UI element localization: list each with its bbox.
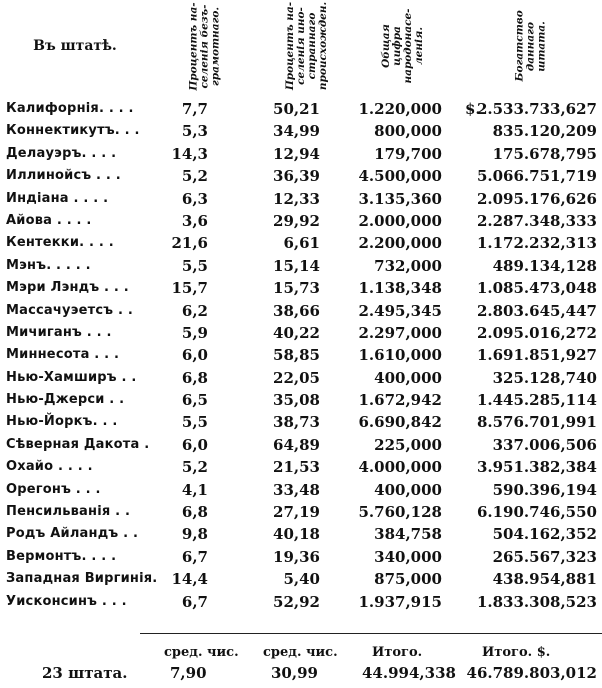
- cell-state: Индіана . . . .: [6, 190, 109, 206]
- table-row: [0, 255, 602, 277]
- cell-wealth: 1.445.285,114: [476, 391, 597, 410]
- cell-population: 1.937,915: [358, 592, 442, 611]
- header-state-label: Въ штатѣ.: [33, 38, 117, 54]
- cell-illiterate: 21,6: [171, 234, 208, 253]
- cell-wealth: 2.287.348,333: [476, 211, 597, 230]
- cell-foreign: 36,39: [273, 167, 320, 186]
- cell-wealth: 438.954,881: [492, 570, 597, 589]
- footer-labels-row: [0, 643, 602, 663]
- cell-illiterate: 5,9: [181, 323, 208, 342]
- cell-state: Нью-Джерси . .: [6, 392, 125, 408]
- cell-illiterate: 7,7: [181, 100, 208, 118]
- cell-foreign: 6,61: [283, 234, 320, 253]
- cell-wealth: 325.128,740: [492, 368, 597, 387]
- footer-total-label-population: Итого.: [372, 645, 423, 660]
- table-row: [0, 456, 602, 478]
- cell-population: 340,000: [374, 547, 442, 566]
- cell-foreign: 27,19: [273, 503, 320, 522]
- cell-illiterate: 5,5: [181, 256, 208, 275]
- footer-total-label-wealth: Итого. $.: [482, 645, 551, 660]
- cell-illiterate: 6,5: [181, 391, 208, 410]
- cell-illiterate: 9,8: [181, 525, 208, 544]
- cell-foreign: 50,21: [273, 100, 320, 118]
- cell-foreign: 5,40: [283, 570, 320, 589]
- cell-state: Иллинойсъ . . .: [6, 168, 121, 184]
- table-body: [0, 98, 602, 613]
- cell-foreign: 12,94: [273, 144, 320, 163]
- cell-state: Орегонъ . . .: [6, 481, 101, 497]
- header-foreign: [262, 0, 352, 92]
- cell-population: 4.500,000: [358, 167, 442, 186]
- table-row: [0, 188, 602, 210]
- cell-state: Нью-Хамширъ . .: [6, 369, 137, 385]
- header-illiterate-label: Процентъ на- селенія безъ- грамотнаго.: [187, 1, 222, 91]
- header-illiterate: [155, 0, 255, 92]
- cell-wealth: 2.095.176,626: [476, 189, 597, 208]
- table-row: [0, 143, 602, 165]
- footer-total-wealth: 46.789.803,012: [466, 664, 597, 682]
- cell-wealth: 8.576.701,991: [476, 413, 597, 432]
- cell-wealth: 590.396,194: [492, 480, 597, 499]
- cell-wealth: 175.678,795: [492, 144, 597, 163]
- cell-foreign: 19,36: [273, 547, 320, 566]
- footer-avg-illiterate: 7,90: [170, 664, 207, 682]
- cell-population: 1.672,942: [358, 391, 442, 410]
- cell-population: 384,758: [374, 525, 442, 544]
- footer-values-row: [0, 662, 602, 684]
- cell-foreign: 12,33: [273, 189, 320, 208]
- cell-population: 875,000: [374, 570, 442, 589]
- footer-avg-foreign: 30,99: [271, 664, 318, 682]
- cell-state: Западная Виргинія.: [6, 571, 158, 587]
- table-row: [0, 501, 602, 523]
- cell-state: Пенсильванія . .: [6, 504, 131, 520]
- table-row: [0, 232, 602, 254]
- cell-population: 179,700: [374, 144, 442, 163]
- cell-illiterate: 14,4: [171, 570, 208, 589]
- cell-state: Мэнъ. . . . .: [6, 257, 91, 273]
- footer-divider: [140, 633, 602, 634]
- cell-state: Нью-Йоркъ. . .: [6, 414, 118, 430]
- header-population: [355, 0, 450, 92]
- cell-population: 3.135,360: [358, 189, 442, 208]
- cell-wealth: 835.120,209: [492, 122, 597, 141]
- cell-illiterate: 5,5: [181, 413, 208, 432]
- cell-foreign: 52,92: [273, 592, 320, 611]
- cell-illiterate: 14,3: [171, 144, 208, 163]
- cell-population: 1.220,000: [358, 100, 442, 118]
- table-row: [0, 322, 602, 344]
- table-row: [0, 434, 602, 456]
- cell-population: 4.000,000: [358, 458, 442, 477]
- cell-foreign: 64,89: [273, 435, 320, 454]
- cell-state: Массачуэетсъ . .: [6, 302, 133, 318]
- table-row: [0, 523, 602, 545]
- cell-wealth: 1.691.851,927: [476, 346, 597, 365]
- cell-state: Охайо . . . .: [6, 459, 93, 475]
- cell-illiterate: 6,7: [181, 592, 208, 611]
- cell-wealth: 2.095.016,272: [476, 323, 597, 342]
- cell-population: 6.690,842: [358, 413, 442, 432]
- footer-states-count: 23 штата.: [42, 664, 128, 682]
- cell-population: 800,000: [374, 122, 442, 141]
- cell-illiterate: 5,2: [181, 167, 208, 186]
- header-wealth: [460, 0, 602, 92]
- cell-state: Мэри Лэндъ . . .: [6, 280, 129, 296]
- cell-illiterate: 6,7: [181, 547, 208, 566]
- cell-wealth: 265.567,323: [492, 547, 597, 566]
- cell-wealth: 337.006,506: [492, 435, 597, 454]
- table-row: [0, 344, 602, 366]
- cell-population: 1.610,000: [358, 346, 442, 365]
- table-row: [0, 591, 602, 613]
- cell-foreign: 33,48: [273, 480, 320, 499]
- cell-foreign: 15,73: [273, 279, 320, 298]
- footer-total-population: 44.994,338: [362, 664, 456, 682]
- footer-avg-label-illiterate: сред. чис.: [164, 645, 239, 660]
- cell-foreign: 34,99: [273, 122, 320, 141]
- cell-foreign: 35,08: [273, 391, 320, 410]
- cell-population: 732,000: [374, 256, 442, 275]
- table-row: [0, 568, 602, 590]
- table-row: [0, 120, 602, 142]
- cell-population: 5.760,128: [358, 503, 442, 522]
- table-row: [0, 210, 602, 232]
- cell-state: Родъ Айландъ . .: [6, 526, 139, 542]
- header-wealth-label: Богатство даннаго штата.: [513, 9, 548, 81]
- cell-population: 2.495,345: [358, 301, 442, 320]
- cell-illiterate: 5,2: [181, 458, 208, 477]
- cell-wealth: 6.190.746,550: [476, 503, 597, 522]
- cell-wealth: 2.803.645,447: [476, 301, 597, 320]
- cell-foreign: 38,66: [273, 301, 320, 320]
- table-row: [0, 165, 602, 187]
- cell-population: 400,000: [374, 480, 442, 499]
- cell-foreign: 58,85: [273, 346, 320, 365]
- cell-illiterate: 6,0: [181, 346, 208, 365]
- cell-population: 2.000,000: [358, 211, 442, 230]
- cell-illiterate: 3,6: [181, 211, 208, 230]
- table-row: [0, 389, 602, 411]
- cell-illiterate: 6,8: [181, 503, 208, 522]
- header-state: [0, 0, 150, 92]
- table-row: [0, 300, 602, 322]
- cell-illiterate: 5,3: [181, 122, 208, 141]
- cell-foreign: 40,22: [273, 323, 320, 342]
- footer-avg-label-foreign: сред. чис.: [263, 645, 338, 660]
- cell-population: 2.297,000: [358, 323, 442, 342]
- table-row: [0, 411, 602, 433]
- table-row: [0, 367, 602, 389]
- cell-foreign: 22,05: [273, 368, 320, 387]
- header-foreign-label: Процентъ на- селенія ино- страннаго происхожден.: [284, 1, 329, 91]
- cell-illiterate: 6,8: [181, 368, 208, 387]
- table-row: [0, 546, 602, 568]
- cell-wealth: 504.162,352: [492, 525, 597, 544]
- cell-population: 1.138,348: [358, 279, 442, 298]
- cell-illiterate: 6,0: [181, 435, 208, 454]
- cell-illiterate: 6,2: [181, 301, 208, 320]
- cell-state: Калифорнія. . . .: [6, 101, 134, 116]
- cell-illiterate: 15,7: [171, 279, 208, 298]
- table-row: [0, 479, 602, 501]
- cell-wealth: 3.951.382,384: [476, 458, 597, 477]
- cell-population: 2.200,000: [358, 234, 442, 253]
- cell-wealth: 5.066.751,719: [476, 167, 597, 186]
- cell-wealth: 1.172.232,313: [476, 234, 597, 253]
- cell-wealth: 2.533.733,627: [476, 100, 597, 118]
- cell-foreign: 38,73: [273, 413, 320, 432]
- cell-foreign: 21,53: [273, 458, 320, 477]
- cell-state: Сѣверная Дакота .: [6, 436, 150, 452]
- cell-state: Коннектикутъ. . .: [6, 123, 140, 139]
- cell-state: Мичиганъ . . .: [6, 324, 112, 340]
- cell-illiterate: 6,3: [181, 189, 208, 208]
- cell-currency: $.: [465, 100, 481, 118]
- cell-state: Делауэръ. . . .: [6, 145, 117, 161]
- cell-state: Айова . . . .: [6, 212, 92, 228]
- cell-wealth: 489.134,128: [492, 256, 597, 275]
- cell-state: Кентекки. . . .: [6, 235, 114, 251]
- cell-foreign: 15,14: [273, 256, 320, 275]
- table-row: [0, 98, 602, 120]
- cell-foreign: 29,92: [273, 211, 320, 230]
- cell-wealth: 1.833.308,523: [476, 592, 597, 611]
- cell-population: 225,000: [374, 435, 442, 454]
- header-population-label: Общая цифра народонасе- ленія.: [379, 8, 425, 84]
- cell-state: Миннесота . . .: [6, 347, 120, 363]
- table-row: [0, 277, 602, 299]
- cell-foreign: 40,18: [273, 525, 320, 544]
- cell-state: Вермонтъ. . . .: [6, 548, 117, 564]
- cell-population: 400,000: [374, 368, 442, 387]
- cell-wealth: 1.085.473,048: [476, 279, 597, 298]
- cell-state: Уисконсинъ . . .: [6, 593, 127, 609]
- cell-illiterate: 4,1: [181, 480, 208, 499]
